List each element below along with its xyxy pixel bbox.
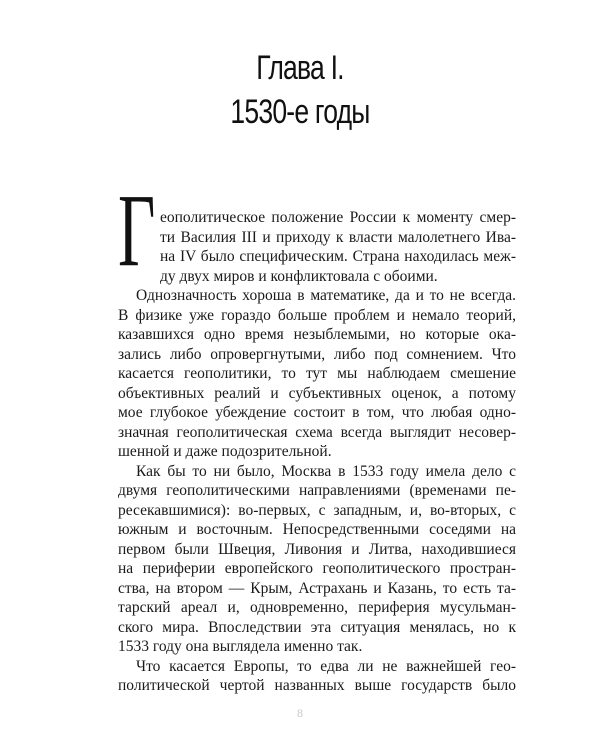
text-line: ства, на втором — Крым, Астрахань и Казань, то есть та-	[118, 579, 516, 597]
paragraph-2	[118, 286, 516, 462]
paragraph-1	[160, 208, 516, 286]
text-line: ти Василия III и приходу к власти малолетнего Ива-	[160, 228, 516, 246]
drop-cap-letter: Г	[118, 173, 156, 288]
text-line: первом были Швеция, Ливония и Литва, находившиеся	[118, 540, 516, 558]
text-line: В физике уже гораздо больше проблем и немало теорий,	[118, 306, 516, 324]
text-line: значная геополитическая схема всегда выглядит несовер-	[118, 423, 516, 441]
chapter-title-line2: 1530-е годы	[230, 93, 370, 131]
text-line: политической чертой названных выше государств было	[118, 677, 516, 694]
text-line: объективных реалий и субъективных оценок, а потому	[118, 384, 516, 402]
text-line: южным и восточным. Непосредственными соседями на	[118, 521, 516, 538]
text-line: касается геополитики, то тут мы наблюдаем смешение	[118, 365, 516, 382]
text-line: Однозначность хороша в математике, да и то не всегда.	[136, 287, 516, 304]
text-line: еополитическое положение России к моменту смер-	[160, 209, 516, 226]
text-line: двумя геополитическими направлениями (временами пе-	[118, 482, 516, 499]
paragraph-4	[118, 657, 516, 696]
text-line: ресекавшимися): во-первых, с западным, и, во-вторых, с	[118, 501, 516, 519]
text-line: 1533 году она выглядела именно так.	[118, 638, 363, 655]
paragraph-3	[118, 462, 516, 657]
text-line: казавшихся одно время незыблемыми, но которые ока-	[118, 326, 516, 343]
chapter-title-line1: Глава I.	[256, 49, 344, 87]
page-number: 8	[297, 706, 303, 720]
text-line: на IV было специфическим. Страна находилась меж-	[160, 248, 516, 265]
text-line: ского мира. Впоследствии эта ситуация менялась, но к	[118, 618, 516, 636]
text-line: Что касается Европы, то едва ли не важнейшей гео-	[136, 657, 516, 675]
text-line: зались либо опровергнутыми, либо под сомнением. Что	[118, 345, 516, 363]
text-line: Как бы то ни было, Москва в 1533 году имела дело с	[136, 462, 516, 480]
text-line: на периферии европейского геополитического простран-	[118, 560, 516, 577]
text-line: ду двух миров и конфликтовала с обоими.	[160, 267, 438, 285]
text-line: шенной и даже подозрительной.	[118, 443, 332, 460]
text-line: тарский ареал и, одновременно, периферия мусульман-	[118, 599, 516, 616]
text-line: мое глубокое убеждение состоит в том, что любая одно-	[118, 404, 516, 421]
